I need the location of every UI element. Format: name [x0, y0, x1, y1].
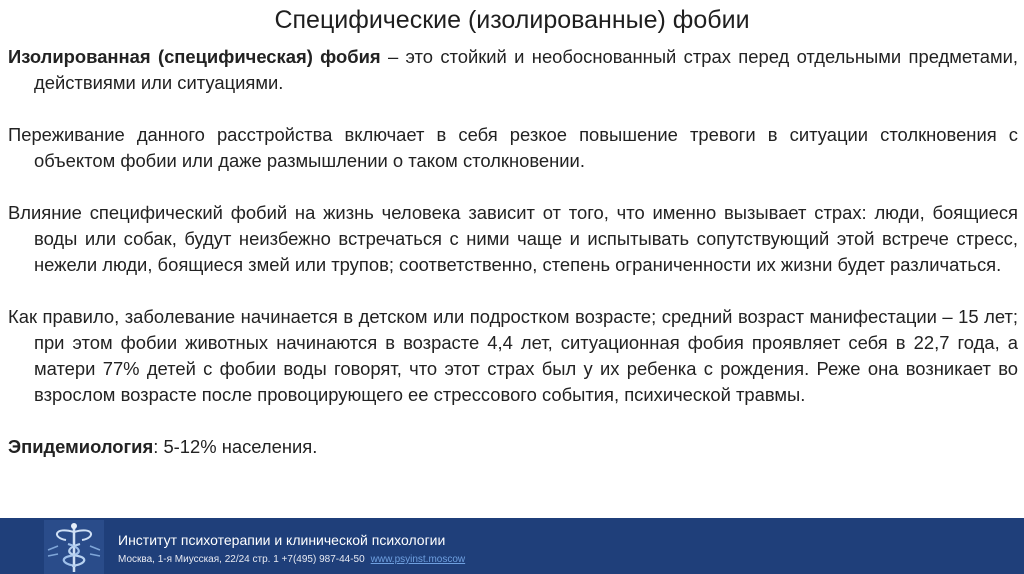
website-link[interactable]: www.psyinst.moscow	[370, 554, 466, 565]
footer-bar	[0, 518, 1024, 574]
definition-text: – это стойкий и необоснованный страх перед отдельными предметами, действиями или ситуациями.	[34, 46, 1018, 93]
address-text: Москва, 1-я Миусская, 22/24 стр. 1 +7(495) 987-44-50	[118, 554, 365, 565]
slide-content	[8, 44, 1018, 460]
epidemiology-text: : 5-12% населения.	[153, 436, 318, 457]
paragraph-onset: Как правило, заболевание начинается в детском или подростком возрасте; средний возраст манифестации – 15 лет; при этом фобии животных начинаются в возрасте 4,4 лет, ситуационная фобия проявляет себя в 22,7 года, а матери 77% детей с фобии воды говорят, что этот страх был у их ребенка с рождения. Реже она возникает во взрослом возрасте после провоцирующего ее стрессового события, психической травмы.	[8, 306, 1018, 405]
paragraph-epidemiology	[8, 434, 1018, 460]
paragraph-impact: Влияние специфический фобий на жизнь человека зависит от того, что именно вызывает страх: люди, боящиеся воды или собак, будут неизбежно встречаться с ними чаще и испытывать сопутствующий этой встрече стресс, нежели люди, боящиеся змей или трупов; соответственно, степень ограниченности их жизни будет различаться.	[8, 202, 1018, 275]
paragraph-definition	[8, 44, 1018, 96]
institute-name: Институт психотерапии и клинической психологии	[118, 532, 446, 548]
term-isolated-phobia: Изолированная (специфическая) фобия	[8, 46, 381, 67]
caduceus-logo-icon	[44, 520, 104, 574]
paragraph-experience: Переживание данного расстройства включает в себя резкое повышение тревоги в ситуации столкновения с объектом фобии или даже размышлении о таком столкновении.	[8, 124, 1018, 171]
slide-title: Специфические (изолированные) фобии	[274, 6, 750, 34]
institute-address	[118, 554, 465, 566]
term-epidemiology: Эпидемиология	[8, 436, 154, 457]
